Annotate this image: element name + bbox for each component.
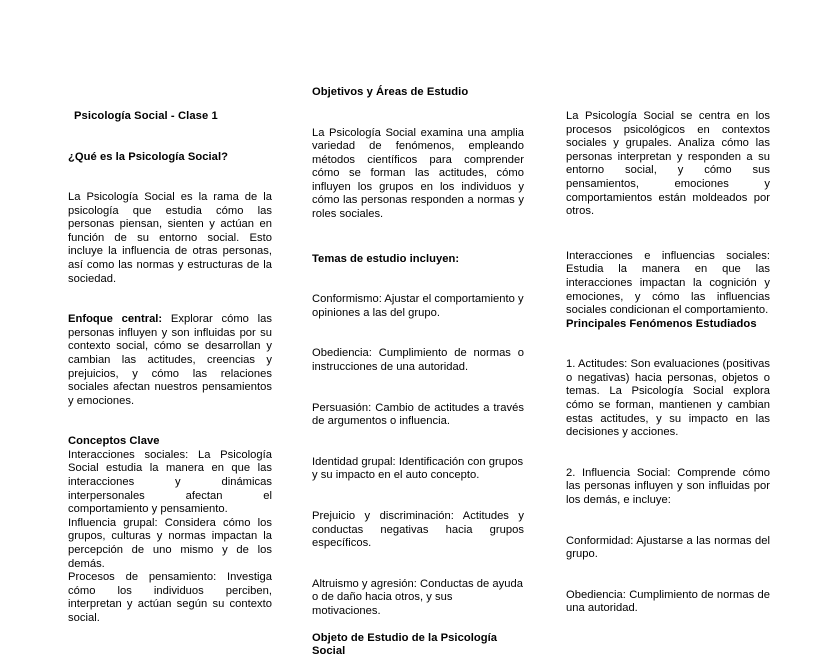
text-central-focus: Explorar cómo las personas influyen y son influidas por su contexto social, cómo se desarrollan y cambian las actitudes, creencias y prejuicios, y cómo las relaciones sociales afectan nuestros pensamientos y emociones. — [68, 313, 272, 407]
spacer — [566, 440, 770, 467]
paragraph-definition: La Psicología Social es la rama de la psicología que estudia cómo las personas piensan, sienten y actúan en función de su entorno social. Esto incluye la influencia de otras personas, así como las normas y estructuras de la sociedad. — [68, 191, 272, 285]
heading-study-topics: Temas de estudio incluyen: — [312, 252, 460, 265]
column-one — [0, 0, 312, 640]
spacer — [312, 429, 524, 456]
paragraph-phenomenon-actitudes: 1. Actitudes: Son evaluaciones (positivas o negativas) hacia personas, objetos o temas. La Psicología Social explora cómo se forman, mantienen y cambian estas actitudes, y su impacto en las decisiones y acciones. — [566, 358, 770, 439]
spacer — [566, 562, 770, 589]
spacer — [566, 219, 770, 250]
spacer — [68, 124, 272, 151]
paragraph-conformidad: Conformidad: Ajustarse a las normas del grupo. — [566, 534, 770, 561]
column-two — [312, 0, 554, 658]
page-title: Psicología Social - Clase 1 — [74, 110, 218, 122]
heading-key-concepts: Conceptos Clave — [68, 435, 160, 448]
spacer — [312, 266, 524, 293]
paragraph-topic-obediencia: Obediencia: Cumplimiento de normas o instrucciones de una autoridad. — [312, 347, 524, 373]
heading-objectives-and-study-areas: Objetivos y Áreas de Estudio — [312, 86, 469, 98]
heading-object-of-study: Objeto de Estudio de la Psicología Social — [312, 631, 498, 658]
paragraph-obediencia: Obediencia: Cumplimiento de normas de una autoridad. — [566, 588, 770, 615]
paragraph-social-interactions-influences: Interacciones e influencias sociales: Estudia la manera en que las interacciones impactan la cognición y emociones, y cómo las influencias sociales condicionan el comportamiento. — [566, 249, 770, 317]
label-central-focus: Enfoque central: — [68, 313, 163, 326]
paragraph-key-concept-group-influence: Influencia grupal: Considera cómo los grupos, culturas y normas impactan la percepción de uno mismo y de los demás. — [68, 516, 272, 570]
paragraph-topic-conformismo: Conformismo: Ajustar el comportamiento y opiniones a las del grupo. — [312, 293, 524, 319]
spacer — [312, 618, 524, 632]
spacer — [312, 222, 524, 253]
column-three — [554, 0, 828, 640]
spacer — [566, 331, 770, 358]
paragraph-central-focus — [68, 313, 272, 408]
paragraph-object-of-study: La Psicología Social se centra en los procesos psicológicos en contextos sociales y grupales. Analiza cómo las personas interpretan y responden a su entorno social, y cómo sus pensamientos, emociones y comportamientos están moldeados por otros. — [566, 110, 770, 218]
paragraph-key-concept-thought-processes: Procesos de pensamiento: Investiga cómo los individuos perciben, interpretan y actúan según su contexto social. — [68, 571, 272, 624]
spacer — [312, 320, 524, 347]
spacer — [566, 508, 770, 535]
spacer — [312, 375, 524, 402]
paragraph-topic-identidad-grupal: Identidad grupal: Identificación con grupos y su impacto en el auto concepto. — [312, 455, 524, 482]
spacer — [312, 483, 524, 510]
paragraph-objectives: La Psicología Social examina una amplia variedad de fenómenos, empleando métodos científicos para comprender cómo se forman las actitudes, cómo influyen los grupos en los individuos y cómo las personas responden a normas y roles sociales. — [312, 126, 524, 221]
spacer — [312, 100, 524, 127]
paragraph-key-concept-social-interactions: Interacciones sociales: La Psicología Social estudia la manera en que las interacciones y dinámicas interpersonales afectan el comportamiento y pensamiento. — [68, 448, 272, 516]
heading-what-is-social-psychology: ¿Qué es la Psicología Social? — [68, 150, 228, 163]
spacer — [68, 408, 272, 435]
spacer — [312, 551, 524, 578]
paragraph-phenomenon-influencia-social: 2. Influencia Social: Comprende cómo las personas influyen y son influidas por los demás, e incluye: — [566, 466, 770, 506]
spacer — [68, 164, 272, 191]
heading-main-phenomena: Principales Fenómenos Estudiados — [566, 317, 757, 330]
paragraph-topic-prejuicio-discriminacion: Prejuicio y discriminación: Actitudes y conductas negativas hacia grupos específicos. — [312, 509, 524, 550]
spacer — [68, 286, 272, 313]
paragraph-topic-altruismo-agresion: Altruismo y agresión: Conductas de ayuda o de daño hacia otros, y sus motivaciones. — [312, 577, 523, 617]
paragraph-topic-persuasion: Persuasión: Cambio de actitudes a través de argumentos o influencia. — [312, 401, 524, 428]
